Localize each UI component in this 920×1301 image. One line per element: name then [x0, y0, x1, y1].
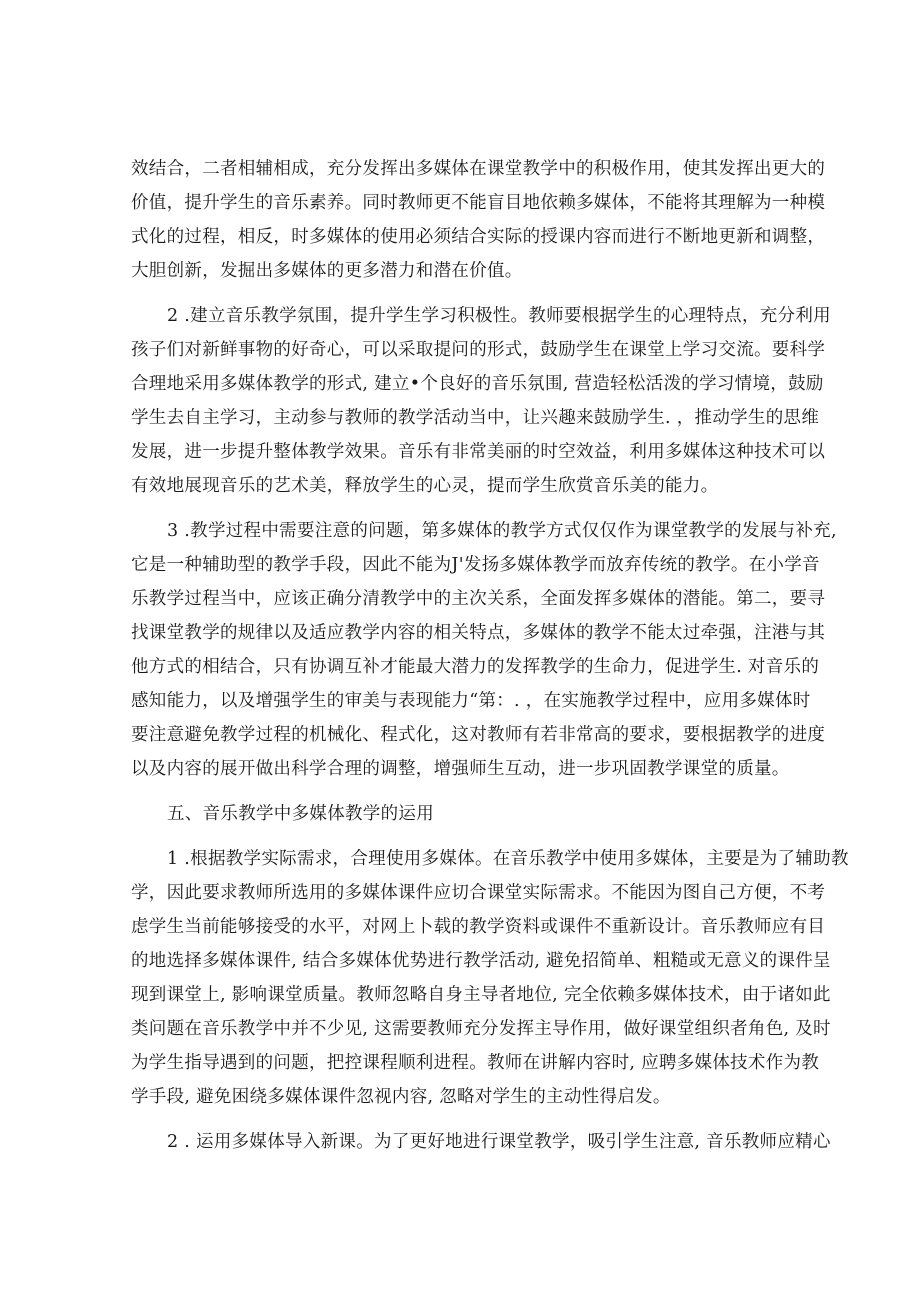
numbered-paragraph-start: 2 .建立音乐教学氛围，提升学生学习积极性。教师要根据学生的心理特点，充分利用	[167, 306, 831, 326]
body-text-line: 虑学生当前能够接受的水平，对网上卜载的教学资料或课件不重新设计。音乐教师应有目	[131, 917, 826, 937]
body-text-line: 现到课堂上, 影响课堂质量。教师忽略自身主导者地位, 完全依赖多媒体技术，由于诸如此	[131, 985, 831, 1005]
body-text-line: 大胆创新，发掘出多媒体的更多潜力和潜在价值。	[131, 261, 523, 281]
body-text-line: 要注意避免教学过程的机械化、程式化，这对教师有若非常高的要求，要根据教学的进度	[131, 725, 826, 745]
numbered-paragraph-start: 1 .根据教学实际需求，合理使用多媒体。在音乐教学中使用多媒体，主要是为了辅助教	[167, 849, 849, 869]
body-text-line: 有效地展现音乐的艺术美，释放学生的心灵，提而学生欣赏音乐美的能力。	[131, 476, 719, 496]
body-text-line: 效结合，二者相辅相成，充分发挥出多媒体在课堂教学中的积极作用，使其发挥出更大的	[131, 159, 826, 179]
body-text-line: 找课堂教学的规律以及适应教学内容的相关特点，多媒体的教学不能太过牵强，注港与其	[131, 623, 826, 643]
body-text-line: 它是一种辅助型的教学手段，因此不能为J'发扬多媒体教学而放弃传统的教学。在小学音	[131, 555, 820, 575]
body-text-line: 的地选择多媒体课件, 结合多媒体优势进行教学活动, 避免招简单、粗糙或无意义的课件呈	[131, 951, 831, 971]
body-text-line: 学，因此要求教师所选用的多媒体课件应切合课堂实际需求。不能因为图自己方便，不考	[131, 883, 826, 903]
body-text-line: 他方式的相结合，只有协调互补才能最大潜力的发挥教学的生命力，促进学生. 对音乐的	[131, 657, 820, 677]
body-text-line: 价值，提升学生的音乐素养。同时教师更不能盲目地依赖多媒体，不能将其理解为一种模	[131, 193, 826, 213]
body-text-line: 以及内容的展开做出科学合理的调整，增强师生互动，进一步巩固教学课堂的质量。	[131, 759, 790, 779]
body-text-line: 合理地采用多媒体教学的形式, 建立•个良好的音乐氛围, 营造轻松活泼的学习情境，鼓励	[131, 374, 824, 394]
numbered-paragraph-start: 3 .教学过程中需要注意的问题，第多媒体的教学方式仅仅作为课堂教学的发展与补充,	[167, 521, 837, 541]
body-text-line: 式化的过程，相反，时多媒体的使用必须结合实际的授课内容而进行不断地更新和调整，	[131, 227, 826, 247]
body-text-line: 感知能力，以及增强学生的审美与表现能力“第：. ，在实施教学过程中，应用多媒体时	[131, 691, 811, 711]
body-text-line: 为学生指导遇到的问题，把控课程顺利进程。教师在讲解内容时, 应聘多媒体技术作为教	[131, 1053, 820, 1073]
body-text-line: 乐教学过程当中，应该正确分清教学中的主次关系，全面发挥多媒体的潜能。第二，要寻	[131, 589, 826, 609]
numbered-paragraph-start: 2 . 运用多媒体导入新课。为了更好地进行课堂教学，吸引学生注意, 音乐教师应精心	[167, 1132, 831, 1152]
body-text-line: 学生去自主学习，主动参与教师的教学活动当中，让兴趣来鼓励学生. ，推动学生的思维	[131, 408, 820, 428]
section-heading: 五、音乐教学中多媒体教学的运用	[167, 804, 434, 824]
body-text-line: 学手段, 避免困绕多媒体课件忽视内容, 忽略对学生的主动性得启发。	[131, 1087, 671, 1107]
body-text-line: 类问题在音乐教学中并不少见, 这需要教师充分发挥主导作用，做好课堂组织者角色, 及时	[131, 1019, 831, 1039]
body-text-line: 孩子们对新鲜事物的好奇心，可以采取提问的形式，鼓励学生在课堂上学习交流。要科学	[131, 340, 826, 360]
body-text-line: 发展，进一步提升整体教学效果。音乐有非常美丽的时空效益，利用多媒体这种技术可以	[131, 442, 826, 462]
